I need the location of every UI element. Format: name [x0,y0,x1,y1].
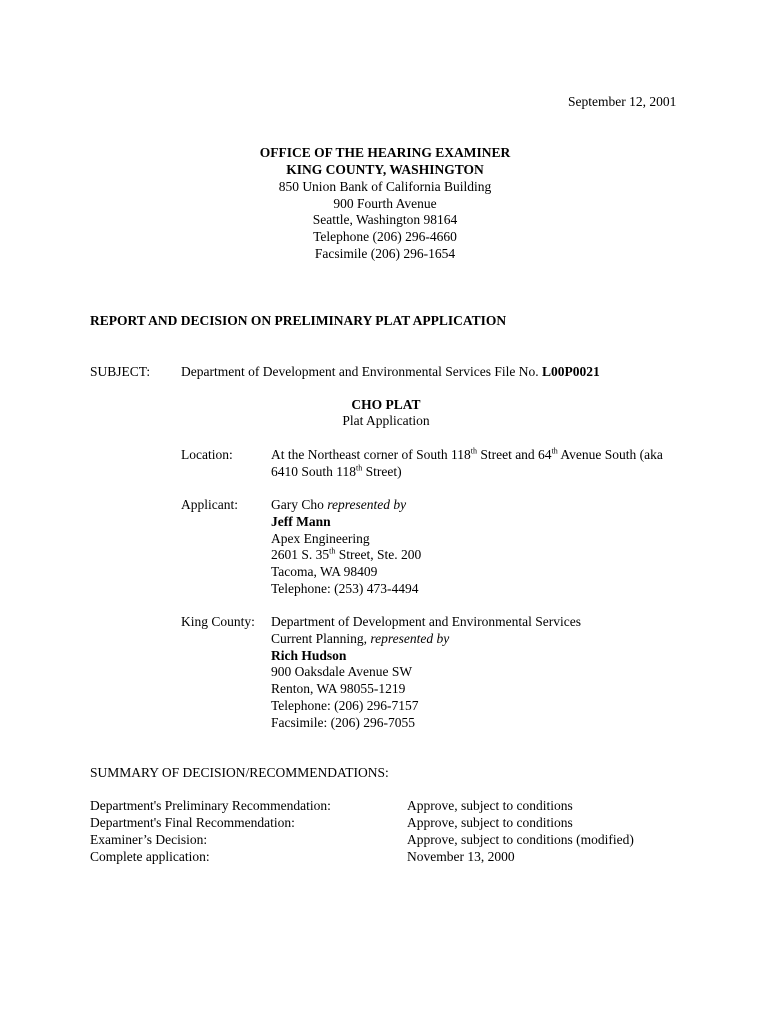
office-address-building: 850 Union Bank of California Building [278,179,492,194]
king-county-value: Department of Development and Environmental Services Current Planning, represented by Rich Hudson 900 Oaksdale Avenue SW Renton, WA 98055-1219 Telephone: (206) 296-7157 Facsimile: (206) 296-7055 [271,614,582,730]
location-value: At the Northeast corner of South 118th Street and 64th Avenue South (aka 6410 South 118th Street) [271,446,663,479]
subject-text: Department of Development and Environmental Services File No. L00P0021 [181,364,600,379]
office-telephone: Telephone (206) 296-4660 [313,229,457,244]
applicant-label: Applicant: [181,497,238,512]
summary-row-label: Examiner’s Decision: [90,832,208,847]
office-title: OFFICE OF THE HEARING EXAMINER [259,145,511,160]
report-title: REPORT AND DECISION ON PRELIMINARY PLAT APPLICATION [90,313,507,328]
king-county-representative: Rich Hudson [271,647,347,663]
summary-row-value: Approve, subject to conditions [407,815,573,830]
office-address-street: 900 Fourth Avenue [333,196,437,211]
summary-row-label: Department's Preliminary Recommendation: [90,798,331,813]
office-address-city: Seattle, Washington 98164 [312,212,458,227]
summary-row-label: Complete application: [90,849,210,864]
file-number: L00P0021 [542,364,600,379]
office-facsimile: Facsimile (206) 296-1654 [314,246,456,261]
king-county-label: King County: [181,614,255,629]
applicant-value: Gary Cho represented by Jeff Mann Apex Engineering 2601 S. 35th Street, Ste. 200 Tacoma, WA 98409 Telephone: (253) 473-4494 [271,497,422,596]
summary-row-value: Approve, subject to conditions (modified) [407,832,634,847]
applicant-representative: Jeff Mann [271,513,331,529]
plat-type: Plat Application [342,413,430,428]
subject-label: SUBJECT: [90,364,151,379]
summary-heading: SUMMARY OF DECISION/RECOMMENDATIONS: [90,765,389,780]
plat-name: CHO PLAT [351,397,421,412]
summary-row-value: Approve, subject to conditions [407,798,573,813]
summary-row-value: November 13, 2000 [407,849,515,864]
location-label: Location: [181,447,233,462]
office-county: KING COUNTY, WASHINGTON [286,162,484,177]
summary-row-label: Department's Final Recommendation: [90,815,295,830]
document-date: September 12, 2001 [568,94,677,109]
